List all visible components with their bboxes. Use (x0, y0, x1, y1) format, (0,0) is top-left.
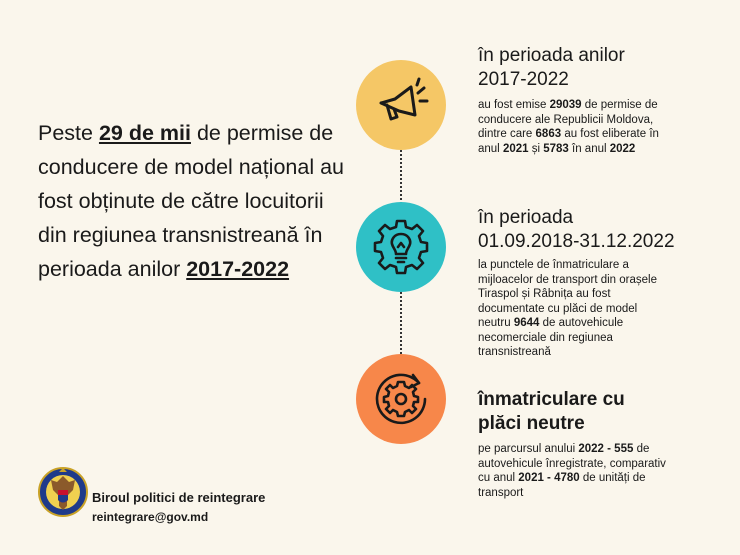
gear-refresh-icon (371, 369, 431, 429)
lead-highlight-count: 29 de mii (98, 121, 191, 145)
section-title-line: 2017-2022 (478, 69, 569, 90)
section-3-body: pe parcursul anului 2022 - 555 de autovehicule înregistrate, comparativ cu anul 2021 - 4780 de unități de transport (478, 443, 666, 499)
megaphone-circle (356, 60, 446, 150)
lead-highlight-period: 2017-2022 (186, 257, 290, 281)
timeline-connector (400, 147, 402, 207)
gear-lightbulb-icon (371, 217, 431, 277)
section-1-body: au fost emise 29039 de permise de conducere ale Republicii Moldova, dintre care 6863 au fost eliberate în anul 2021 și 5783 în anul 2022 (478, 99, 659, 155)
section-title-line: plăci neutre (478, 413, 585, 434)
lead-text: de permise de conducere de model național au fost obținute de către locuitorii din regiunea transnistreană în perioada anilor (38, 121, 344, 281)
megaphone-icon (371, 75, 431, 135)
moldova-coat-of-arms-icon (38, 460, 88, 524)
timeline-connector (400, 292, 402, 358)
section-title-line: în perioada (478, 207, 574, 228)
section-title-line: 01.09.2018-31.12.2022 (478, 231, 675, 252)
section-2-body: la punctele de înmatriculare a mijloacelor de transport din orașele Tiraspol și Râbnița au fost documentate cu plăci de model neutru 9644 de autovehicule necomerciale din regiunea transnistreană (478, 259, 657, 358)
section-title-line: înmatriculare cu (478, 389, 625, 410)
lead-text: Peste (38, 121, 99, 145)
gear-refresh-circle (356, 354, 446, 444)
section-1-title (478, 44, 625, 92)
contact-email[interactable]: reintegrare@gov.md (92, 510, 209, 524)
section-2-title (478, 206, 675, 254)
section-title-line: în perioada anilor (478, 45, 625, 66)
organization-name: Biroul politici de reintegrare (92, 490, 266, 505)
lead-statement (38, 116, 358, 286)
gear-lightbulb-circle (356, 202, 446, 292)
section-3-title (478, 388, 625, 436)
